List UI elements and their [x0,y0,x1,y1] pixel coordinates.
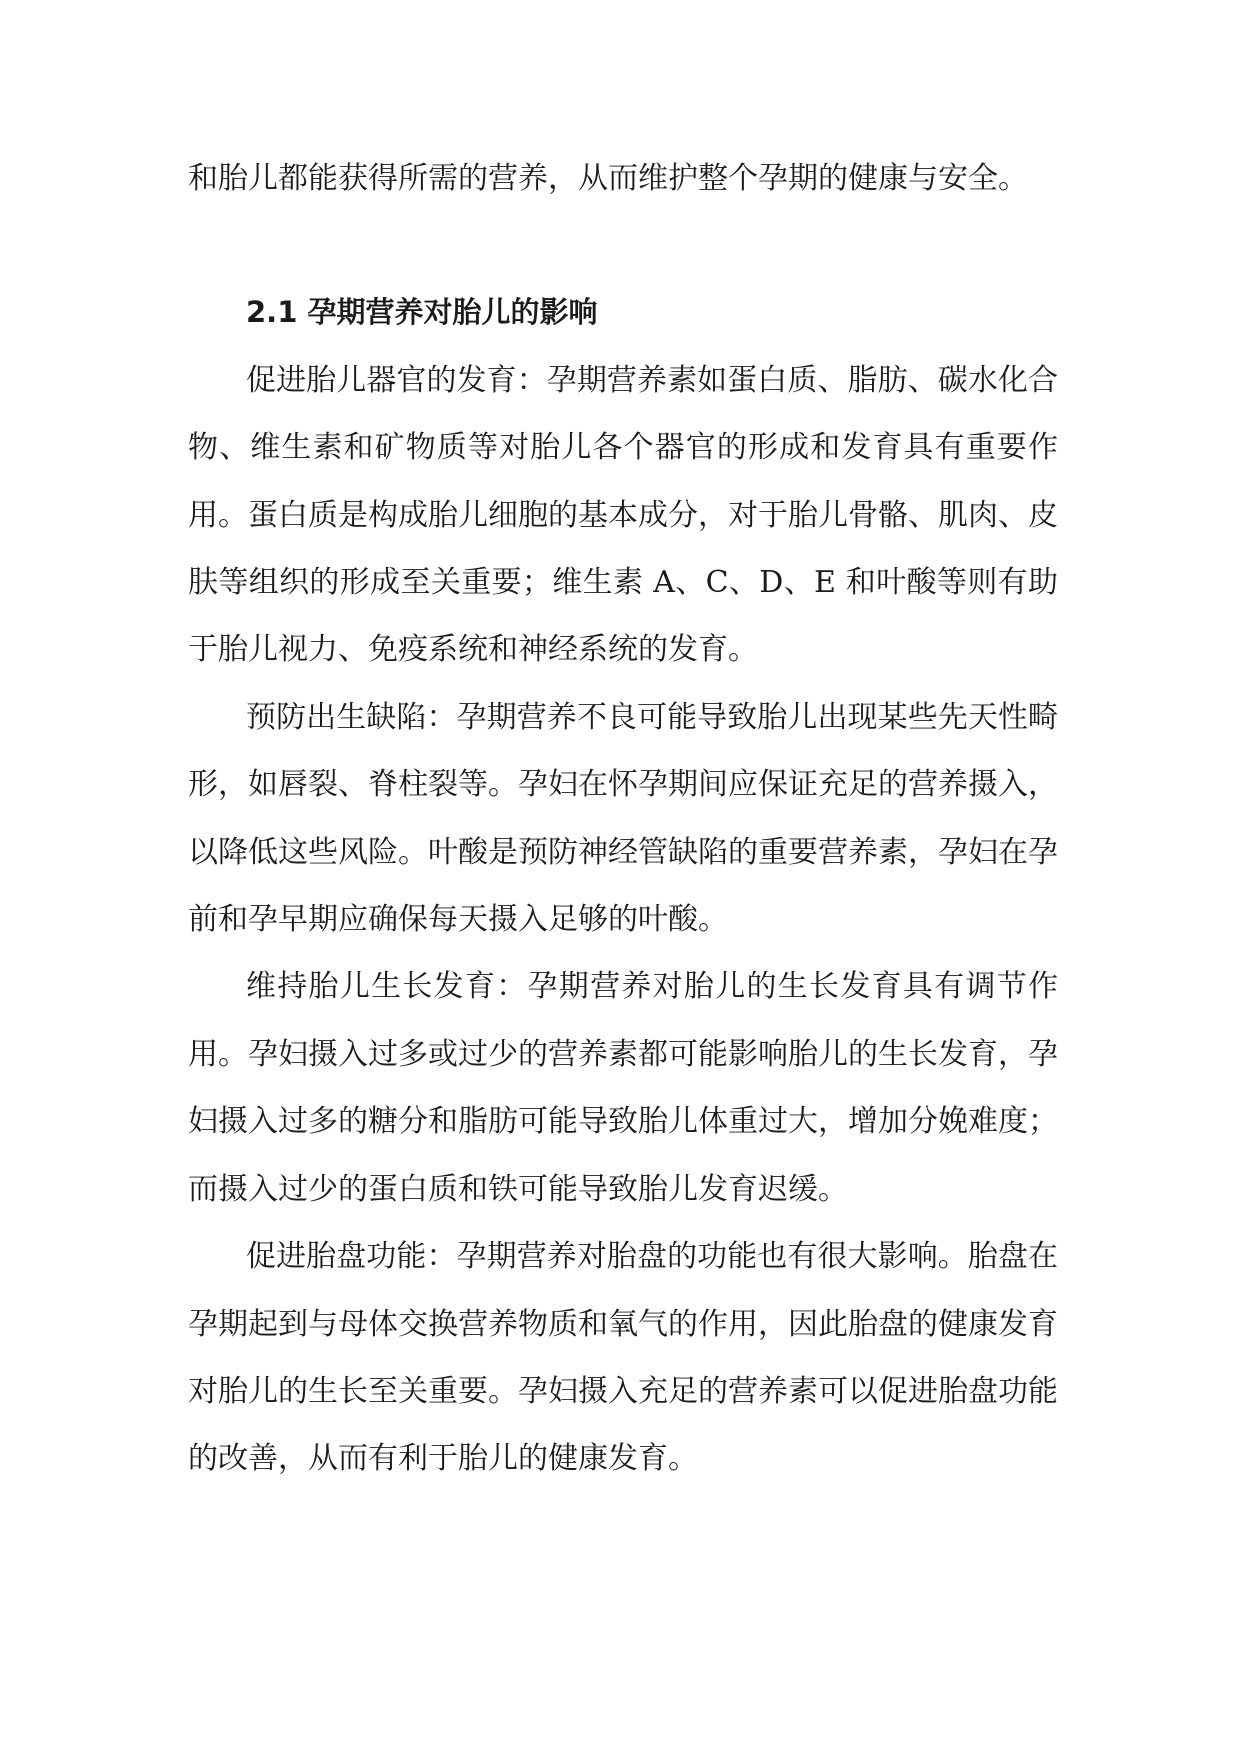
paragraph-growth: 维持胎儿生长发育：孕期营养对胎儿的生长发育具有调节作用。孕妇摄入过多或过少的营养素都可能影响胎儿的生长发育，孕妇摄入过多的糖分和脂肪可能导致胎儿体重过大，增加分娩难度；而摄入过少的蛋白质和铁可能导致胎儿发育迟缓。 [188,969,1058,1207]
paragraph-birth-defects: 预防出生缺陷：孕期营养不良可能导致胎儿出现某些先天性畸形，如唇裂、脊柱裂等。孕妇在怀孕期间应保证充足的营养摄入，以降低这些风险。叶酸是预防神经管缺陷的重要营养素，孕妇在孕前和孕早期应确保每天摄入足够的叶酸。 [188,699,1058,938]
paragraph-placenta: 促进胎盘功能：孕期营养对胎盘的功能也有很大影响。胎盘在孕期起到与母体交换营养物质和氧气的作用，因此胎盘的健康发育对胎儿的生长至关重要。孕妇摄入充足的营养素可以促进胎盘功能的改善，从而有利于胎儿的健康发育。 [188,1239,1058,1477]
continuation-paragraph: 和胎儿都能获得所需的营养，从而维护整个孕期的健康与安全。 [188,161,1028,196]
section-heading: 2.1 孕期营养对胎儿的影响 [246,295,598,330]
paragraph-organ-development: 促进胎儿器官的发育：孕期营养素如蛋白质、脂肪、碳水化合物、维生素和矿物质等对胎儿各个器官的形成和发育具有重要作用。蛋白质是构成胎儿细胞的基本成分，对于胎儿骨骼、肌肉、皮肤等组织的形成至关重要；维生素 A、C、D、E 和叶酸等则有助于胎儿视力、免疫系统和神经系统的发育。 [188,362,1058,668]
document-body [188,145,1058,1493]
